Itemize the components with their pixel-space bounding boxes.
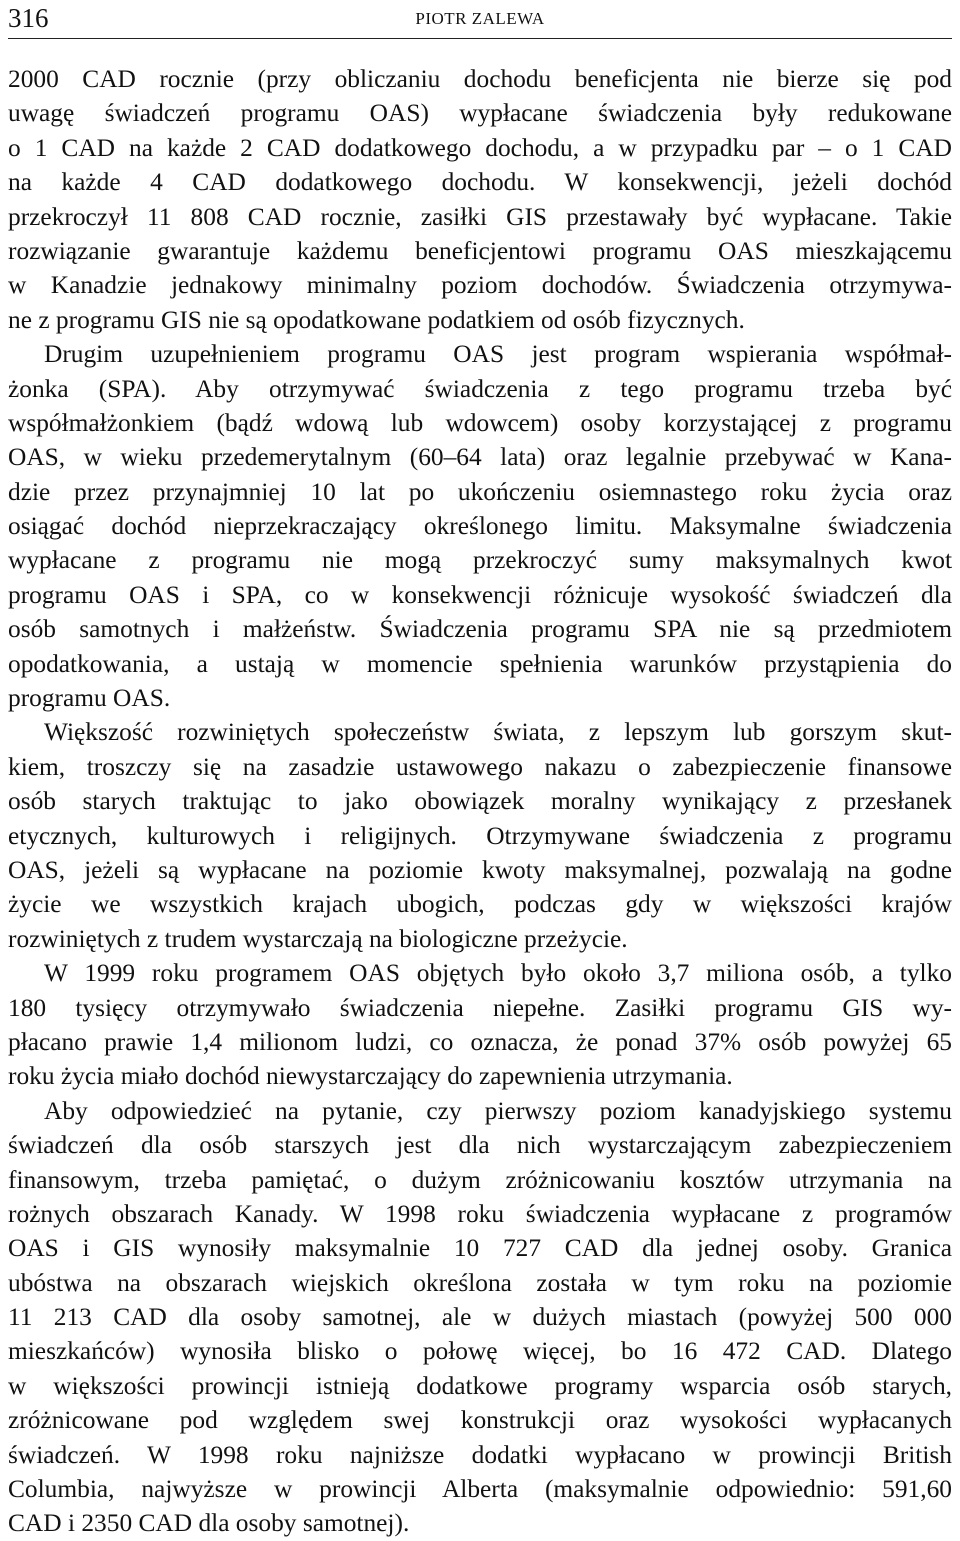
page-number: 316 (8, 3, 49, 33)
text-line: osiągać dochód nieprzekraczający określonego limitu. Maksymalne świadczenia (8, 512, 952, 541)
text-line: finansowym, trzeba pamiętać, o dużym zróżnicowaniu kosztów utrzymania na (8, 1165, 952, 1194)
text-line: rożnych obszarach Kanady. W 1998 roku świadczenia wypłacane z programów (8, 1199, 952, 1228)
text-line: 11 213 CAD dla osoby samotnej, ale w dużych miastach (powyżej 500 000 (8, 1303, 952, 1332)
text-line: kiem, troszczy się na zasadzie ustawowego nakazu o zabezpieczenie finansowe (8, 752, 952, 781)
text-line: etycznych, kulturowych i religijnych. Otrzymywane świadczenia z programu (8, 821, 952, 850)
text-line: rozwiniętych z trudem wystarczają na biologiczne przeżycie. (8, 924, 628, 953)
text-line: żonka (SPA). Aby otrzymywać świadczenia z tego programu trzeba być (8, 374, 952, 403)
text-line: ubóstwa na obszarach wiejskich określona została w tym roku na poziomie (8, 1268, 952, 1297)
text-line: dzie przez przynajmniej 10 lat po ukończeniu osiemnastego roku życia oraz (8, 477, 952, 506)
text-line: programu OAS i SPA, co w konsekwencji różnicuje wysokość świadczeń dla (8, 580, 952, 609)
text-line: uwagę świadczeń programu OAS) wypłacane świadczenia były redukowane (8, 99, 952, 128)
text-line: w większości prowincji istnieją dodatkowe programy wsparcia osób starych, (8, 1371, 952, 1400)
text-line: Columbia, najwyższe w prowincji Alberta (maksymalnie odpowiednio: 591,60 (8, 1475, 952, 1504)
text-line: OAS, w wieku przedemerytalnym (60–64 lata) oraz legalnie przebywać w Kana- (8, 443, 952, 472)
text-line: współmałżonkiem (bądź wdową lub wdowcem) osoby korzystającej z programu (8, 408, 952, 437)
text-line: w Kanadzie jednakowy minimalny poziom dochodów. Świadczenia otrzymywa- (8, 271, 952, 300)
text-line: roku życia miało dochód niewystarczający do zapewnienia utrzymania. (8, 1062, 733, 1091)
text-line: Większość rozwiniętych społeczeństw świata, z lepszym lub gorszym skut- (44, 718, 952, 747)
text-line: opodatkowania, a ustają w momencie spełnienia warunków przystąpienia do (8, 649, 952, 678)
text-line: o 1 CAD na każde 2 CAD dodatkowego dochodu, a w przypadku par – o 1 CAD (8, 133, 952, 162)
text-line: rozwiązanie gwarantuje każdemu beneficjentowi programu OAS mieszkającemu (8, 236, 952, 265)
text-line: CAD i 2350 CAD dla osoby samotnej). (8, 1509, 410, 1538)
text-line: zróżnicowane pod względem swej konstrukcji oraz wysokości wypłacanych (8, 1406, 952, 1435)
text-line: Drugim uzupełnieniem programu OAS jest program wspierania współmał- (44, 340, 952, 369)
text-line: 180 tysięcy otrzymywało świadczenia niepełne. Zasiłki programu GIS wy- (8, 993, 952, 1022)
text-line: przekroczył 11 808 CAD rocznie, zasiłki GIS przestawały być wypłacane. Takie (8, 202, 952, 231)
running-title: PIOTR ZALEWA (415, 9, 545, 28)
text-line: życie we wszystkich krajach ubogich, podczas gdy w większości krajów (8, 890, 952, 919)
text-line: OAS, jeżeli są wypłacane na poziomie kwoty maksymalnej, pozwalają na godne (8, 855, 952, 884)
text-line: na każde 4 CAD dodatkowego dochodu. W konsekwencji, jeżeli dochód (8, 168, 952, 197)
body-text (8, 62, 952, 1541)
text-line: Aby odpowiedzieć na pytanie, czy pierwszy poziom kanadyjskiego systemu (44, 1096, 952, 1125)
running-header (8, 0, 952, 39)
text-line: ne z programu GIS nie są opodatkowane podatkiem od osób fizycznych. (8, 305, 745, 334)
document-page (8, 0, 952, 1541)
text-line: osób samotnych i małżeństw. Świadczenia programu SPA nie są przedmiotem (8, 615, 952, 644)
text-line: OAS i GIS wynosiły maksymalnie 10 727 CAD dla jednej osoby. Granica (8, 1234, 952, 1263)
text-line: osób starych traktując to jako obowiązek moralny wynikający z przesłanek (8, 787, 952, 816)
text-line: 2000 CAD rocznie (przy obliczaniu dochodu beneficjenta nie bierze się pod (8, 65, 952, 93)
text-line: programu OAS. (8, 684, 171, 713)
text-line: świadczeń dla osób starszych jest dla nich wystarczającym zabezpieczeniem (8, 1131, 952, 1160)
text-line: wypłacane z programu nie mogą przekroczyć sumy maksymalnych kwot (8, 546, 952, 575)
text-line: płacano prawie 1,4 milionom ludzi, co oznacza, że ponad 37% osób powyżej 65 (8, 1027, 952, 1056)
text-line: W 1999 roku programem OAS objętych było około 3,7 miliona osób, a tylko (44, 959, 952, 988)
text-line: świadczeń. W 1998 roku najniższe dodatki wypłacano w prowincji British (8, 1440, 952, 1469)
text-line: mieszkańców) wynosiła blisko o połowę więcej, bo 16 472 CAD. Dlatego (8, 1337, 952, 1366)
